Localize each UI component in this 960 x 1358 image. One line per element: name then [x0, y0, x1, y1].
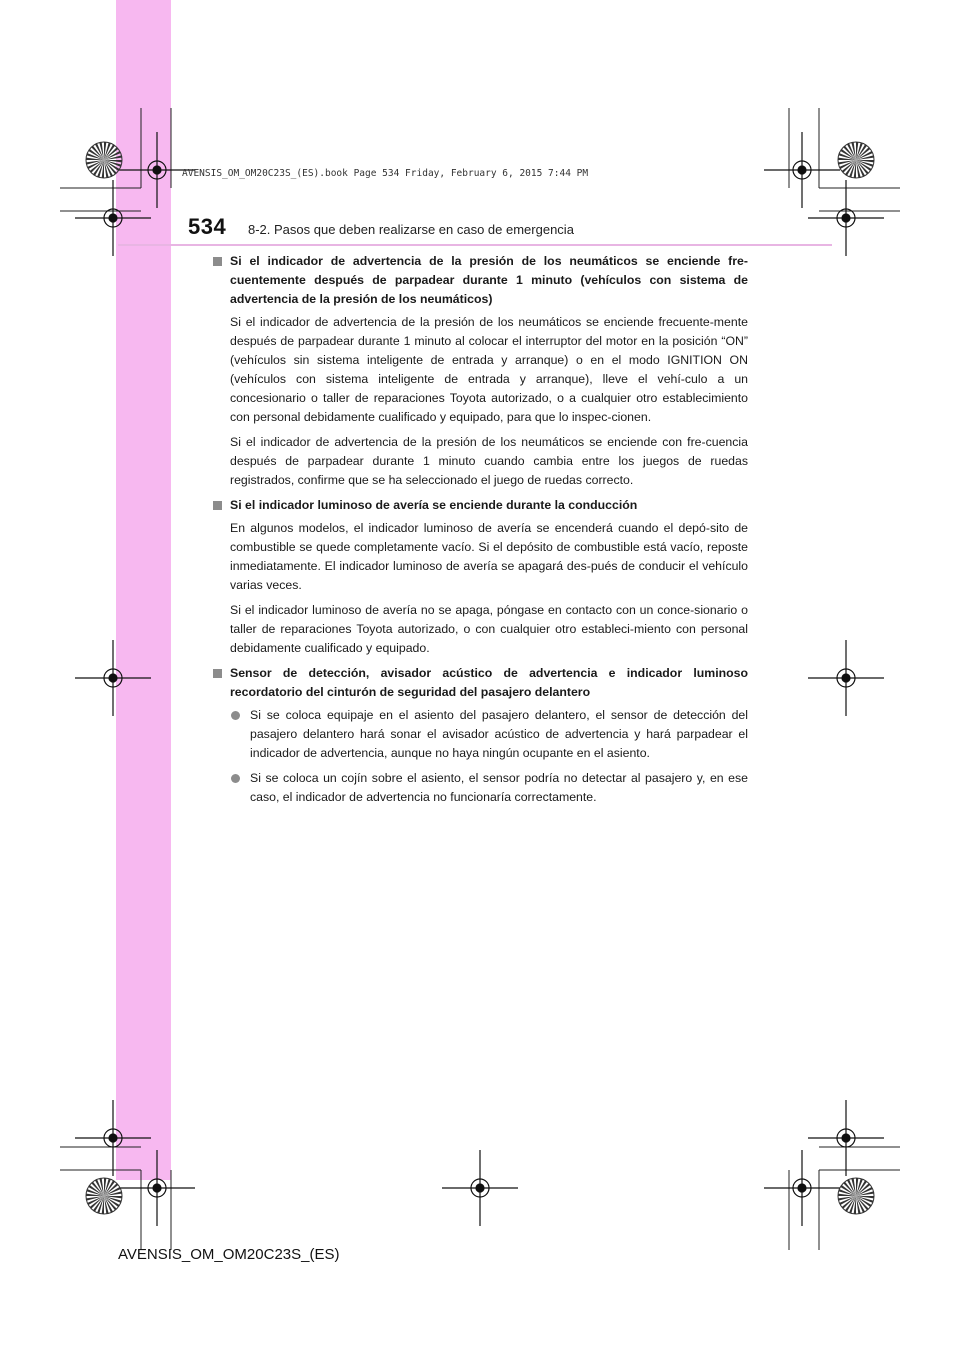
book-info-line: AVENSIS_OM_OM20C23S_(ES).book Page 534 Friday, February 6, 2015 7:44 PM: [182, 168, 589, 179]
list-item-text: Si se coloca un cojín sobre el asiento, el sensor podría no detectar al pasajero y, en ese caso, el indicador de advertencia no funcionaría correctamente.: [250, 771, 748, 804]
paragraph: Si el indicador de advertencia de la presión de los neumáticos se enciende frecuente-mente después de parpadear durante 1 minuto al colocar el interruptor del motor en la posición “ON” (vehículos sin sistema inteligente de entrada y arranque) o en el modo IGNITION ON (vehículos con sistema inteligente de entrada y arranque), lleve el vehí-culo a un concesionario o taller de reparaciones Toyota autorizado, o a cualquier otro establecimiento con personal debidamente cualificado y equipado, para que lo inspec-cionen.: [230, 315, 748, 424]
page-content: [212, 252, 748, 813]
square-bullet-icon: [213, 669, 222, 678]
section-tire-pressure: [212, 252, 748, 490]
list-item: [212, 769, 748, 807]
paragraph: Si el indicador de advertencia de la presión de los neumáticos se enciende con fre-cuencia después de parpadear durante 1 minuto cuando cambia entre los juegos de ruedas registrados, confirme que se ha seleccionado el juego de ruedas correcto.: [230, 435, 748, 487]
square-bullet-icon: [213, 501, 222, 510]
section-seatbelt-sensor: [212, 664, 748, 807]
page-number: 534: [188, 214, 227, 239]
section-heading-text: Si el indicador luminoso de avería se enciende durante la conducción: [230, 498, 638, 512]
section-malfunction-indicator: [212, 496, 748, 658]
section-heading-text: Sensor de detección, avisador acústico de advertencia e indicador luminoso recordatorio del cinturón de seguridad del pasajero delantero: [230, 666, 748, 699]
round-bullet-icon: [231, 774, 240, 783]
header-divider: [118, 244, 832, 246]
section-heading-text: Si el indicador de advertencia de la presión de los neumáticos se enciende fre-cuentemente después de parpadear durante 1 minuto (vehículos con sistema de advertencia de la presión de los neumáticos): [230, 254, 748, 306]
section-heading: [212, 496, 748, 515]
section-heading: [212, 252, 748, 309]
list-item: [212, 706, 748, 763]
round-bullet-icon: [231, 711, 240, 720]
paragraph: Si el indicador luminoso de avería no se apaga, póngase en contacto con un conce-sionario o taller de reparaciones Toyota autorizado, o con cualquier otro estableci-miento con personal debidamente cualificado y equipado.: [230, 603, 748, 655]
section-header-title: 8-2. Pasos que deben realizarse en caso de emergencia: [248, 222, 574, 237]
square-bullet-icon: [213, 257, 222, 266]
paragraph: En algunos modelos, el indicador luminoso de avería se encenderá cuando el depó-sito de combustible se quede completamente vacío. Si el depósito de combustible está vacío, reposte inmediatamente. El indicador luminoso de avería se apagará des-pués de conducir el vehículo varias veces.: [230, 521, 748, 592]
list-item-text: Si se coloca equipaje en el asiento del pasajero delantero, el sensor de detección del pasajero delantero hará sonar el avisador acústico de advertencia y hará parpadear el indicador de advertencia, aunque no haya ningún ocupante en el asiento.: [250, 708, 748, 760]
footer-document-code: AVENSIS_OM_OM20C23S_(ES): [118, 1246, 340, 1263]
section-heading: [212, 664, 748, 702]
